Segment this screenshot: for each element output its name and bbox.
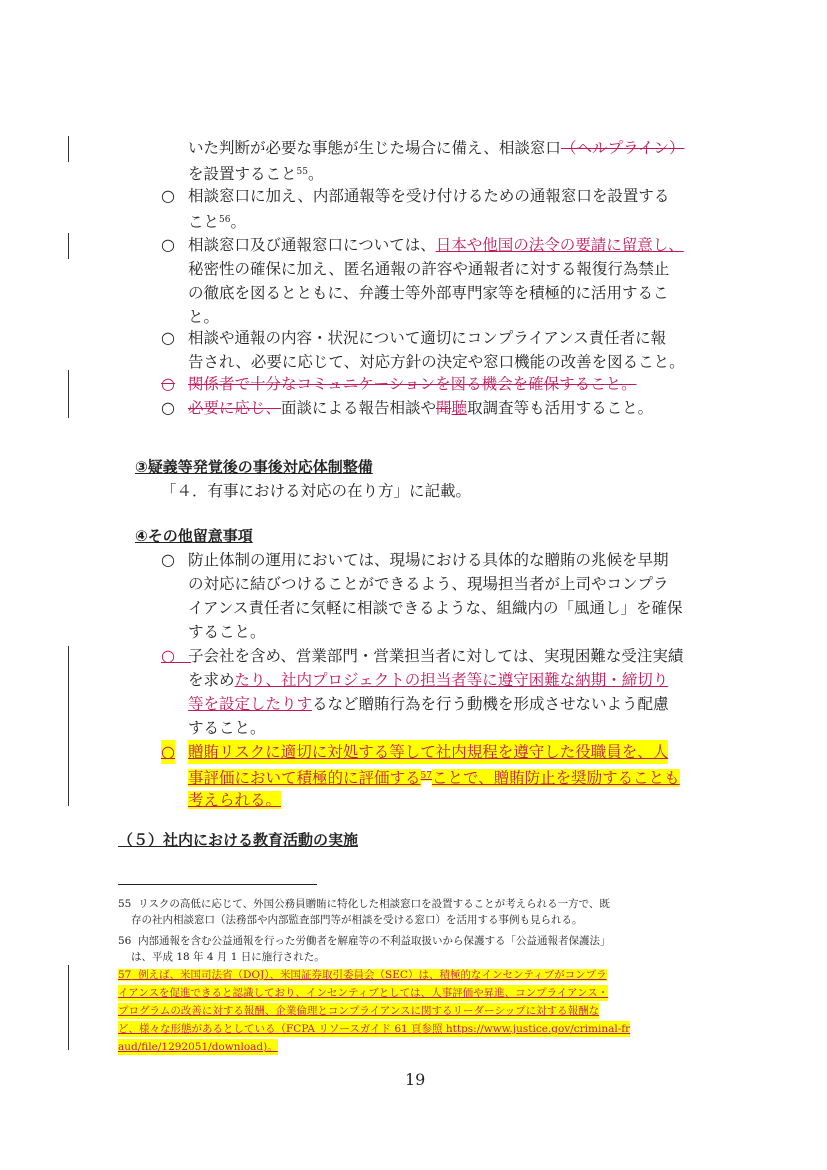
bullet-marker-inserted [161,644,191,668]
text: 取調査等も活用すること。 [467,399,654,417]
section-heading: ④その他留意事項 [135,527,253,545]
change-bar [68,646,69,806]
footnote-line: は、平成 18 年 4 月 1 日に施行された。 [131,951,325,963]
bullet-marker: ○ [161,186,175,205]
text: 内部通報を含む公益通報を行った労働者を解雇等の不利益取扱いから保護する「公益通報者保護法」 [138,935,611,947]
inserted-text: 聴 [451,399,468,417]
highlighted-text: イアンスを促進できると認識しており、インセンティブとしては、人事評価や昇進、コンプライアンス・ [118,987,609,999]
deleted-text: 関係者で十分なコミュニケーションを図る機会を確保すること。 [188,375,637,393]
footnote-line [118,896,610,912]
footnote-separator [118,884,317,885]
change-bar [68,233,69,259]
highlighted-text: ど、様々な形態があるとしている（FCPA リソースガイド 61 頁参照 https://www.justice.gov/criminal-fr [118,1023,631,1035]
footnote-ref-56[interactable]: 56 [219,215,231,225]
bullet-marker: ○ [161,398,175,417]
para-line: の徹底を図るとともに、弁護士等外部専門家等を積極的に活用するこ [188,284,669,302]
change-bar [68,136,69,162]
para-line [188,396,653,420]
footnote-line: 存の社内相談窓口（法務部や内部監査部門等が相談を受ける窓口）を活用する事例も見られる。 [131,914,583,926]
text: 面談による報告相談や [281,399,437,417]
text: 。 [230,213,246,231]
para-line: の対応に結びつけることができるよう、現場担当者が上司やコンプラ [188,575,669,593]
deleted-text: 聞 [436,399,452,417]
highlighted-text: プログラムの改善に対する報酬、企業倫理とコンプライアンスに関するリーダーシップに対する報酬な [118,1005,600,1017]
para-line [188,668,668,692]
footnote-ref-55[interactable]: 55 [296,167,308,177]
footnote-number: 56 [118,935,132,947]
inserted-marker: ○ [161,646,175,665]
para-line: イアンス責任者に気軽に相談できるような、組織内の「風通し」を確保 [188,599,683,617]
highlighted-text: 贈賄リスクに適切に対処する等して社内規程を遵守した役職員を、人 [188,740,668,764]
para-line: 「４．有事における対応の在り方」に記載。 [161,482,472,500]
highlighted-text: 事評価において積極的に評価する [188,769,421,787]
para-line: 告され、必要に応じて、対応方針の決定や窓口機能の改善を図ること。 [188,353,685,371]
text: いた判断が必要な事態が生じた場合に備え、相談窓口 [188,139,561,157]
footnote-line [118,967,607,983]
para-line: すること。 [188,719,266,737]
section-heading: ③疑義等発覚後の事後対応体制整備 [135,458,373,476]
text: 。 [307,165,324,183]
para-line [188,233,684,257]
highlighted-text: 考えられる。 [188,791,282,809]
text: 相談窓口及び通報窓口については、 [188,236,436,254]
section-heading: （５）社内における教育活動の実施 [118,831,359,849]
inserted-text: たり、社内プロジェクトの担当者等に遵守困難な納期・締切り [234,671,669,689]
text: リスクの高低に応じて、外国公務員贈賄に特化した相談窓口を設置することが考えられる一方で、既 [138,898,610,910]
para-line [188,136,684,160]
bullet-marker: ○ [161,328,175,347]
para-line [188,788,281,812]
footnote-number: 57 [118,969,132,981]
footnote-ref-57[interactable]: 57 [420,771,432,781]
page-number: 19 [405,1070,426,1089]
text: るなど贈賄行為を行う動機を形成させないよう配慮 [312,695,669,713]
bullet-marker-highlighted: ○ [161,740,175,764]
para-line: 秘密性の確保に加え、匿名通報の許容や通報者に対する報復行為禁止 [188,260,670,278]
text: を求め [188,671,235,689]
deleted-text: 必要に応じ、 [188,399,282,417]
para-line: 相談や通報の内容・状況について適切にコンプライアンス責任者に報 [188,329,667,347]
change-bar [68,370,69,418]
inserted-text: 等を設定したりす [188,695,313,713]
inserted-text: 日本や他国の法令の要請に留意し、 [435,236,684,254]
footnote-number: 55 [118,898,132,910]
para-line [188,208,246,234]
para-line [188,764,680,790]
highlighted-text: aud/file/1292051/download)。 [118,1041,278,1053]
para-line: 相談窓口に加え、内部通報等を受け付けるための通報窓口を設置する [188,187,670,205]
text: を設置すること [188,165,297,183]
change-bar [68,965,69,1050]
deleted-text: （ヘルプライン） [560,139,685,157]
highlighted-text: 例えば、米国司法省（DOJ）、米国証券取引委員会（SEC）は、積極的なインセンティブがコンプラ [138,969,607,981]
bullet-marker: ○ [161,550,175,569]
para-line [188,692,669,716]
para-line: すること。 [188,623,266,641]
para-line: 子会社を含め、営業部門・営業担当者に対しては、実現困難な受注実績 [188,647,684,665]
bullet-marker-deleted: ○ [161,374,175,393]
bullet-marker: ○ [161,235,175,254]
footnote-line [118,933,611,949]
para-line: と。 [188,308,220,326]
highlighted-text: ことで、贈賄防止を奨励することも [431,769,680,787]
para-line: 防止体制の運用においては、現場における具体的な贈賄の兆候を早期 [188,551,669,569]
para-line [188,160,323,186]
text: こと [188,213,220,231]
